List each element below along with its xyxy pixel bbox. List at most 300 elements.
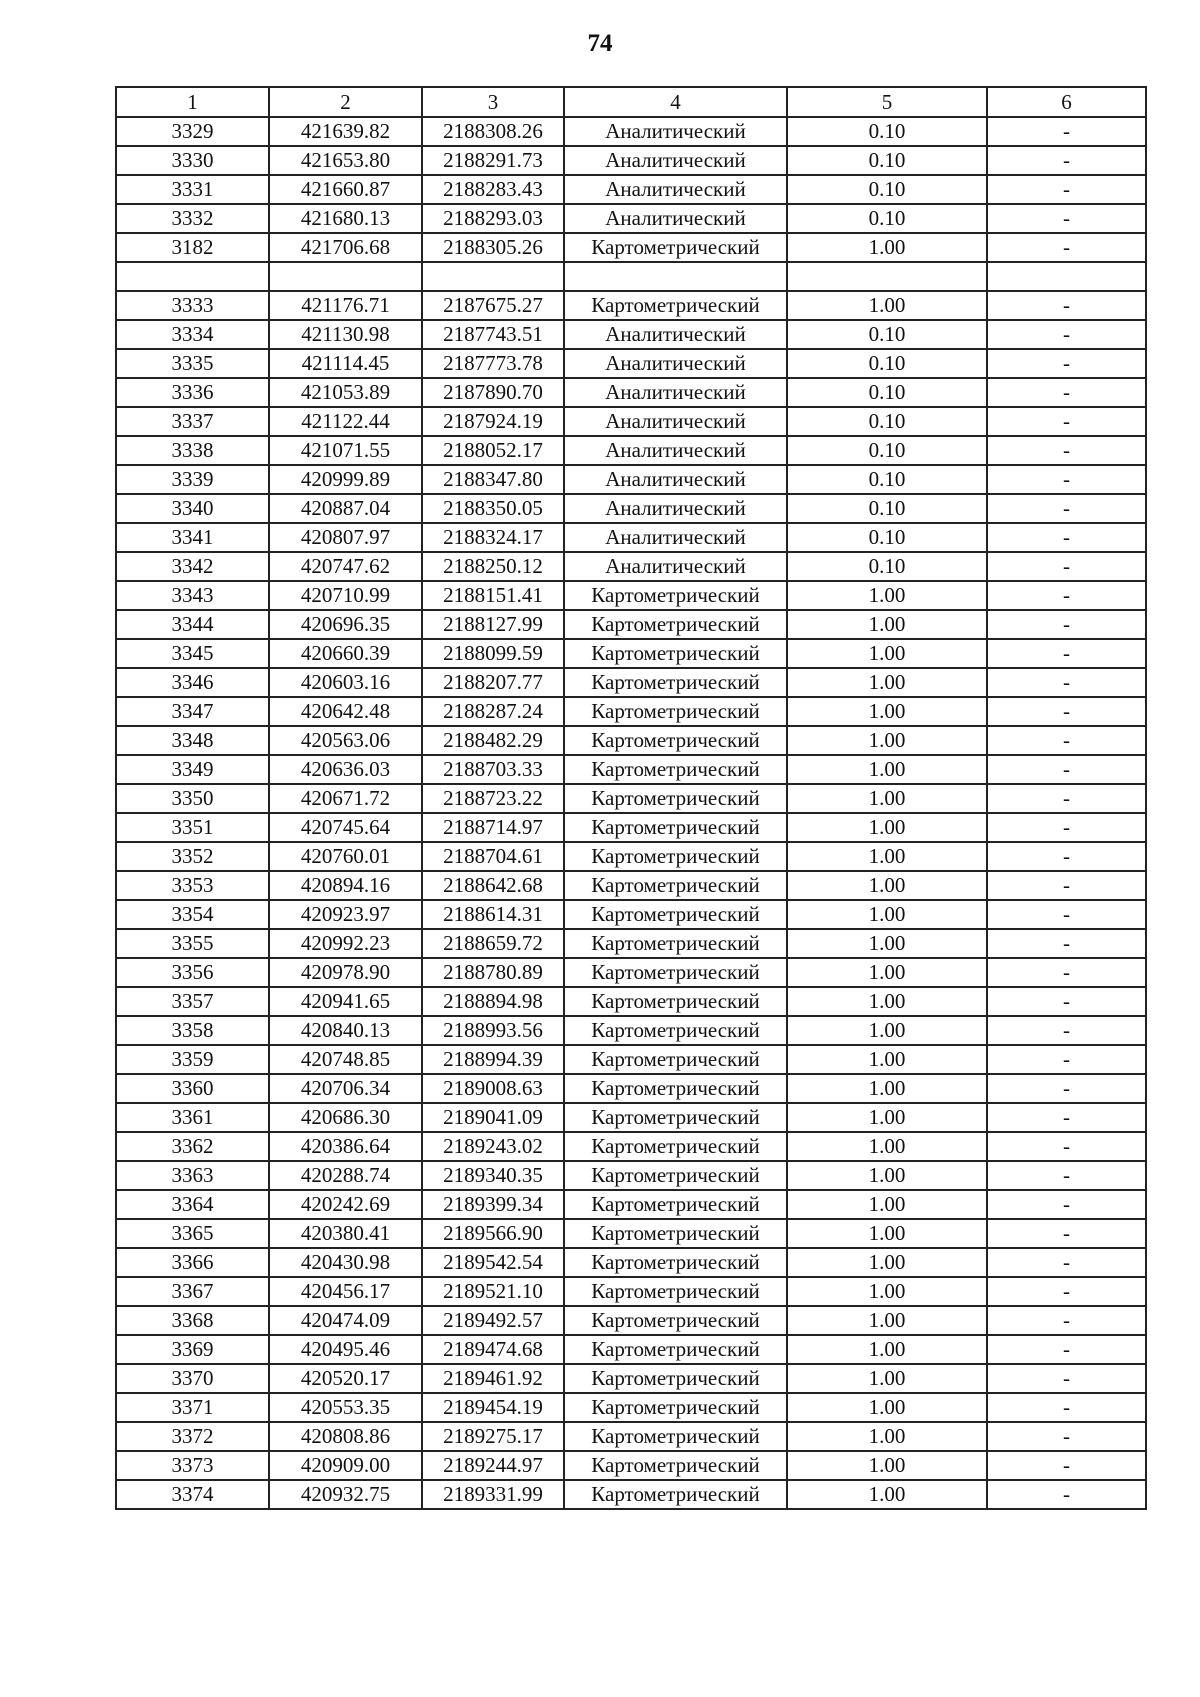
table-cell: Картометрический bbox=[564, 900, 787, 929]
table-cell: - bbox=[987, 1074, 1146, 1103]
table-cell: 420894.16 bbox=[269, 871, 422, 900]
table-cell: 3352 bbox=[116, 842, 269, 871]
table-cell: 3369 bbox=[116, 1335, 269, 1364]
table-cell: Картометрический bbox=[564, 1190, 787, 1219]
table-cell: 1.00 bbox=[787, 1480, 987, 1509]
table-cell: 420710.99 bbox=[269, 581, 422, 610]
table-row bbox=[116, 1393, 1146, 1422]
table-cell: 2188305.26 bbox=[422, 233, 564, 262]
table-cell: 3365 bbox=[116, 1219, 269, 1248]
column-header: 2 bbox=[269, 87, 422, 117]
table-cell: 1.00 bbox=[787, 1074, 987, 1103]
table-cell bbox=[564, 262, 787, 291]
table-cell: Картометрический bbox=[564, 639, 787, 668]
table-cell: 1.00 bbox=[787, 1161, 987, 1190]
table-cell: 420696.35 bbox=[269, 610, 422, 639]
table-cell: 3372 bbox=[116, 1422, 269, 1451]
table-cell: 421122.44 bbox=[269, 407, 422, 436]
table-row bbox=[116, 1016, 1146, 1045]
table-row bbox=[116, 1190, 1146, 1219]
table-cell: 420456.17 bbox=[269, 1277, 422, 1306]
table-cell: Картометрический bbox=[564, 755, 787, 784]
table-cell: 1.00 bbox=[787, 1016, 987, 1045]
table-cell: 2188780.89 bbox=[422, 958, 564, 987]
table-cell: 1.00 bbox=[787, 291, 987, 320]
table-row bbox=[116, 552, 1146, 581]
table-cell: 2187675.27 bbox=[422, 291, 564, 320]
table-row bbox=[116, 117, 1146, 146]
table-row bbox=[116, 871, 1146, 900]
table-cell: Аналитический bbox=[564, 378, 787, 407]
table-row bbox=[116, 1248, 1146, 1277]
table-cell: - bbox=[987, 1190, 1146, 1219]
table-cell: Картометрический bbox=[564, 1393, 787, 1422]
table-row bbox=[116, 1074, 1146, 1103]
table-cell: Аналитический bbox=[564, 204, 787, 233]
column-header: 5 bbox=[787, 87, 987, 117]
table-cell: 2189461.92 bbox=[422, 1364, 564, 1393]
table-cell: 3333 bbox=[116, 291, 269, 320]
table-cell: 2188642.68 bbox=[422, 871, 564, 900]
table-cell: 0.10 bbox=[787, 175, 987, 204]
table-cell: 2188614.31 bbox=[422, 900, 564, 929]
table-cell: 2187924.19 bbox=[422, 407, 564, 436]
table-cell: 0.10 bbox=[787, 552, 987, 581]
table-cell: - bbox=[987, 1306, 1146, 1335]
table-cell bbox=[787, 262, 987, 291]
table-cell: - bbox=[987, 349, 1146, 378]
table-cell: 420745.64 bbox=[269, 813, 422, 842]
table-cell: Аналитический bbox=[564, 146, 787, 175]
table-cell: 421071.55 bbox=[269, 436, 422, 465]
column-header: 6 bbox=[987, 87, 1146, 117]
table-cell: 1.00 bbox=[787, 842, 987, 871]
table-cell: - bbox=[987, 1248, 1146, 1277]
table-cell: 3329 bbox=[116, 117, 269, 146]
table-cell: 420748.85 bbox=[269, 1045, 422, 1074]
table-cell: 3345 bbox=[116, 639, 269, 668]
table-cell: - bbox=[987, 1393, 1146, 1422]
table-cell: 2189399.34 bbox=[422, 1190, 564, 1219]
table-cell: 1.00 bbox=[787, 784, 987, 813]
table-cell: Аналитический bbox=[564, 175, 787, 204]
table-cell: 3331 bbox=[116, 175, 269, 204]
table-cell: - bbox=[987, 639, 1146, 668]
table-cell: 1.00 bbox=[787, 1393, 987, 1422]
table-cell: Картометрический bbox=[564, 842, 787, 871]
table-row bbox=[116, 465, 1146, 494]
table-row bbox=[116, 900, 1146, 929]
table-cell: 3346 bbox=[116, 668, 269, 697]
table-cell: 420430.98 bbox=[269, 1248, 422, 1277]
table-cell: 1.00 bbox=[787, 1277, 987, 1306]
table-cell: Картометрический bbox=[564, 1306, 787, 1335]
table-cell: Картометрический bbox=[564, 610, 787, 639]
table-cell: 2189454.19 bbox=[422, 1393, 564, 1422]
table-cell: 1.00 bbox=[787, 1132, 987, 1161]
table-cell: 0.10 bbox=[787, 204, 987, 233]
table-cell: 2189331.99 bbox=[422, 1480, 564, 1509]
table-cell: 2188308.26 bbox=[422, 117, 564, 146]
table-cell: - bbox=[987, 1480, 1146, 1509]
column-header: 1 bbox=[116, 87, 269, 117]
table-cell: 421706.68 bbox=[269, 233, 422, 262]
table-cell: 1.00 bbox=[787, 929, 987, 958]
table-cell: 3334 bbox=[116, 320, 269, 349]
table-row bbox=[116, 407, 1146, 436]
table-cell: 1.00 bbox=[787, 1422, 987, 1451]
table-cell: 3337 bbox=[116, 407, 269, 436]
table-cell: 420747.62 bbox=[269, 552, 422, 581]
table-row bbox=[116, 958, 1146, 987]
table-cell: 1.00 bbox=[787, 1219, 987, 1248]
table-cell: - bbox=[987, 668, 1146, 697]
table-cell: Аналитический bbox=[564, 349, 787, 378]
table-row bbox=[116, 929, 1146, 958]
table-cell: 0.10 bbox=[787, 146, 987, 175]
table-cell: Аналитический bbox=[564, 494, 787, 523]
table-row bbox=[116, 755, 1146, 784]
table-cell: 2188704.61 bbox=[422, 842, 564, 871]
table-cell: - bbox=[987, 813, 1146, 842]
table-cell: 1.00 bbox=[787, 610, 987, 639]
table-cell: Аналитический bbox=[564, 552, 787, 581]
table-cell: 3339 bbox=[116, 465, 269, 494]
table-row bbox=[116, 320, 1146, 349]
table-row bbox=[116, 842, 1146, 871]
table-cell: 3373 bbox=[116, 1451, 269, 1480]
table-row bbox=[116, 1422, 1146, 1451]
table-cell: 3359 bbox=[116, 1045, 269, 1074]
table-cell: 420999.89 bbox=[269, 465, 422, 494]
table-cell: - bbox=[987, 1103, 1146, 1132]
table-cell: 421053.89 bbox=[269, 378, 422, 407]
table-cell: 3374 bbox=[116, 1480, 269, 1509]
table-cell: 1.00 bbox=[787, 639, 987, 668]
table-cell: - bbox=[987, 494, 1146, 523]
table-cell: 3366 bbox=[116, 1248, 269, 1277]
table-cell: 3368 bbox=[116, 1306, 269, 1335]
coordinates-table bbox=[115, 86, 1147, 1510]
table-row bbox=[116, 610, 1146, 639]
table-cell: Картометрический bbox=[564, 1248, 787, 1277]
table-cell: - bbox=[987, 320, 1146, 349]
table-cell: 1.00 bbox=[787, 1335, 987, 1364]
table-cell: 421680.13 bbox=[269, 204, 422, 233]
table-row bbox=[116, 987, 1146, 1016]
table-cell: Картометрический bbox=[564, 1364, 787, 1393]
table-row bbox=[116, 349, 1146, 378]
table-cell: 2189243.02 bbox=[422, 1132, 564, 1161]
table-cell: 0.10 bbox=[787, 407, 987, 436]
table-cell: - bbox=[987, 1277, 1146, 1306]
table-cell: 3371 bbox=[116, 1393, 269, 1422]
table-cell: - bbox=[987, 784, 1146, 813]
table-cell: 421653.80 bbox=[269, 146, 422, 175]
table-row bbox=[116, 1132, 1146, 1161]
table-cell: 420553.35 bbox=[269, 1393, 422, 1422]
table-cell: - bbox=[987, 465, 1146, 494]
table-cell: 420992.23 bbox=[269, 929, 422, 958]
table-cell bbox=[422, 262, 564, 291]
table-cell: 420520.17 bbox=[269, 1364, 422, 1393]
table-cell: Картометрический bbox=[564, 871, 787, 900]
table-cell: - bbox=[987, 610, 1146, 639]
table-cell: - bbox=[987, 233, 1146, 262]
table-row bbox=[116, 436, 1146, 465]
table-cell: Аналитический bbox=[564, 523, 787, 552]
table-cell: 3364 bbox=[116, 1190, 269, 1219]
table-cell: 0.10 bbox=[787, 523, 987, 552]
table-cell: - bbox=[987, 726, 1146, 755]
table-row bbox=[116, 1045, 1146, 1074]
table-cell: Картометрический bbox=[564, 1103, 787, 1132]
table-cell: 3343 bbox=[116, 581, 269, 610]
table-cell: - bbox=[987, 900, 1146, 929]
table-cell: 2189521.10 bbox=[422, 1277, 564, 1306]
table-cell: 2189566.90 bbox=[422, 1219, 564, 1248]
table-cell: 2188347.80 bbox=[422, 465, 564, 494]
table-row bbox=[116, 1306, 1146, 1335]
table-cell: 3353 bbox=[116, 871, 269, 900]
table-row bbox=[116, 1277, 1146, 1306]
table-cell: - bbox=[987, 436, 1146, 465]
table-cell: - bbox=[987, 1132, 1146, 1161]
table-cell: 0.10 bbox=[787, 436, 987, 465]
table-cell: 420474.09 bbox=[269, 1306, 422, 1335]
table-cell: Картометрический bbox=[564, 581, 787, 610]
table-cell: 420808.86 bbox=[269, 1422, 422, 1451]
table-row bbox=[116, 813, 1146, 842]
table-cell: - bbox=[987, 1335, 1146, 1364]
table-cell: 1.00 bbox=[787, 1248, 987, 1277]
table-row bbox=[116, 378, 1146, 407]
table-cell: 2189275.17 bbox=[422, 1422, 564, 1451]
table-cell: 2188659.72 bbox=[422, 929, 564, 958]
table-cell: 3330 bbox=[116, 146, 269, 175]
table-header-row bbox=[116, 87, 1146, 117]
table-cell: Картометрический bbox=[564, 1132, 787, 1161]
table-cell: 0.10 bbox=[787, 378, 987, 407]
table-cell: 0.10 bbox=[787, 494, 987, 523]
table-cell: Картометрический bbox=[564, 958, 787, 987]
table-cell: - bbox=[987, 581, 1146, 610]
table-cell: Картометрический bbox=[564, 233, 787, 262]
table-cell: 2188714.97 bbox=[422, 813, 564, 842]
table-cell: 3348 bbox=[116, 726, 269, 755]
table-cell: 420660.39 bbox=[269, 639, 422, 668]
table-cell: Картометрический bbox=[564, 1045, 787, 1074]
table-cell: - bbox=[987, 842, 1146, 871]
table-cell: 3358 bbox=[116, 1016, 269, 1045]
table-cell: 3347 bbox=[116, 697, 269, 726]
table-cell: Аналитический bbox=[564, 465, 787, 494]
table-cell: 420706.34 bbox=[269, 1074, 422, 1103]
table-cell: 3355 bbox=[116, 929, 269, 958]
table-cell: 2188127.99 bbox=[422, 610, 564, 639]
table-cell: 2189041.09 bbox=[422, 1103, 564, 1132]
table-cell: 2189474.68 bbox=[422, 1335, 564, 1364]
table-cell: 2188482.29 bbox=[422, 726, 564, 755]
table-cell: 420840.13 bbox=[269, 1016, 422, 1045]
table-cell: Картометрический bbox=[564, 291, 787, 320]
table-cell: 3370 bbox=[116, 1364, 269, 1393]
table-cell: 1.00 bbox=[787, 813, 987, 842]
table-cell: 420923.97 bbox=[269, 900, 422, 929]
table-cell: 420380.41 bbox=[269, 1219, 422, 1248]
table-cell: Картометрический bbox=[564, 1161, 787, 1190]
table-cell: - bbox=[987, 1219, 1146, 1248]
table-cell: - bbox=[987, 552, 1146, 581]
table-cell: 2188151.41 bbox=[422, 581, 564, 610]
table-cell: 2188287.24 bbox=[422, 697, 564, 726]
table-cell: Картометрический bbox=[564, 1277, 787, 1306]
table-cell: - bbox=[987, 378, 1146, 407]
table-row bbox=[116, 1451, 1146, 1480]
table-cell: 1.00 bbox=[787, 726, 987, 755]
table-cell: 2188052.17 bbox=[422, 436, 564, 465]
table-cell: - bbox=[987, 958, 1146, 987]
table-cell: 2188894.98 bbox=[422, 987, 564, 1016]
table-cell: 3344 bbox=[116, 610, 269, 639]
page-number: 74 bbox=[587, 30, 613, 57]
table-cell: 3354 bbox=[116, 900, 269, 929]
table-cell: 420978.90 bbox=[269, 958, 422, 987]
table-cell: 3182 bbox=[116, 233, 269, 262]
table-cell: 420495.46 bbox=[269, 1335, 422, 1364]
table-cell: Картометрический bbox=[564, 987, 787, 1016]
table-cell: 3335 bbox=[116, 349, 269, 378]
table-row bbox=[116, 697, 1146, 726]
table-cell: 2189340.35 bbox=[422, 1161, 564, 1190]
table-cell: 0.10 bbox=[787, 349, 987, 378]
table-cell: 420760.01 bbox=[269, 842, 422, 871]
table-row bbox=[116, 233, 1146, 262]
table-cell bbox=[269, 262, 422, 291]
table-cell: Аналитический bbox=[564, 407, 787, 436]
table-cell: 2188993.56 bbox=[422, 1016, 564, 1045]
table-cell: 3341 bbox=[116, 523, 269, 552]
table-cell: 0.10 bbox=[787, 320, 987, 349]
table-cell: 420642.48 bbox=[269, 697, 422, 726]
table-cell: 1.00 bbox=[787, 987, 987, 1016]
table-row bbox=[116, 291, 1146, 320]
table-row bbox=[116, 784, 1146, 813]
column-header: 3 bbox=[422, 87, 564, 117]
table-cell: - bbox=[987, 755, 1146, 784]
table-cell: Картометрический bbox=[564, 929, 787, 958]
table-cell: 1.00 bbox=[787, 1045, 987, 1074]
table-row bbox=[116, 1480, 1146, 1509]
table-cell: 1.00 bbox=[787, 581, 987, 610]
table-cell: 2189492.57 bbox=[422, 1306, 564, 1335]
table-cell: 2188994.39 bbox=[422, 1045, 564, 1074]
table-cell: Картометрический bbox=[564, 813, 787, 842]
table-row bbox=[116, 204, 1146, 233]
table-cell: - bbox=[987, 1016, 1146, 1045]
table-cell: 2187743.51 bbox=[422, 320, 564, 349]
table-cell: 1.00 bbox=[787, 1306, 987, 1335]
table-cell: 3336 bbox=[116, 378, 269, 407]
table-cell: 3340 bbox=[116, 494, 269, 523]
table-row bbox=[116, 668, 1146, 697]
table-cell: 1.00 bbox=[787, 1364, 987, 1393]
table-cell: 420563.06 bbox=[269, 726, 422, 755]
table-cell: 3351 bbox=[116, 813, 269, 842]
table-cell: Картометрический bbox=[564, 726, 787, 755]
table-cell: Аналитический bbox=[564, 117, 787, 146]
table-cell: 1.00 bbox=[787, 1103, 987, 1132]
table-row bbox=[116, 1219, 1146, 1248]
table-cell: 0.10 bbox=[787, 117, 987, 146]
table-cell: Картометрический bbox=[564, 1422, 787, 1451]
table-cell: 3349 bbox=[116, 755, 269, 784]
table-cell: - bbox=[987, 523, 1146, 552]
table-cell: 1.00 bbox=[787, 900, 987, 929]
table-cell: Картометрический bbox=[564, 697, 787, 726]
table-row bbox=[116, 175, 1146, 204]
column-header: 4 bbox=[564, 87, 787, 117]
table-row bbox=[116, 726, 1146, 755]
table-cell: 2189244.97 bbox=[422, 1451, 564, 1480]
table-cell: 1.00 bbox=[787, 958, 987, 987]
table-cell: 2188723.22 bbox=[422, 784, 564, 813]
table-cell: 420671.72 bbox=[269, 784, 422, 813]
table-cell: 3361 bbox=[116, 1103, 269, 1132]
table-cell: 2189008.63 bbox=[422, 1074, 564, 1103]
table-row bbox=[116, 581, 1146, 610]
table-cell: Картометрический bbox=[564, 1480, 787, 1509]
table-cell: - bbox=[987, 1422, 1146, 1451]
table-cell: 2188250.12 bbox=[422, 552, 564, 581]
table-cell: 3350 bbox=[116, 784, 269, 813]
table-cell: Картометрический bbox=[564, 1335, 787, 1364]
table-row bbox=[116, 494, 1146, 523]
table-row bbox=[116, 1103, 1146, 1132]
table-cell: 420941.65 bbox=[269, 987, 422, 1016]
table-cell: 2188293.03 bbox=[422, 204, 564, 233]
table-cell: 420603.16 bbox=[269, 668, 422, 697]
table-cell: 1.00 bbox=[787, 755, 987, 784]
table-cell: - bbox=[987, 1451, 1146, 1480]
table-cell: - bbox=[987, 175, 1146, 204]
table-cell: 421114.45 bbox=[269, 349, 422, 378]
table-cell: 420887.04 bbox=[269, 494, 422, 523]
table-cell: - bbox=[987, 1045, 1146, 1074]
table-cell: 1.00 bbox=[787, 871, 987, 900]
table-cell: 1.00 bbox=[787, 233, 987, 262]
table-cell: 2188350.05 bbox=[422, 494, 564, 523]
table-cell: - bbox=[987, 1161, 1146, 1190]
table-cell: 1.00 bbox=[787, 1190, 987, 1219]
table-cell: 2188207.77 bbox=[422, 668, 564, 697]
table-cell: 3367 bbox=[116, 1277, 269, 1306]
table-cell: - bbox=[987, 929, 1146, 958]
table-row bbox=[116, 639, 1146, 668]
table-cell: 420386.64 bbox=[269, 1132, 422, 1161]
table-cell: 421660.87 bbox=[269, 175, 422, 204]
table-cell: 2187890.70 bbox=[422, 378, 564, 407]
table-cell: 420909.00 bbox=[269, 1451, 422, 1480]
table-cell: Картометрический bbox=[564, 668, 787, 697]
table-cell: - bbox=[987, 117, 1146, 146]
table-cell: 3356 bbox=[116, 958, 269, 987]
table-cell: 2188291.73 bbox=[422, 146, 564, 175]
table-cell: 420932.75 bbox=[269, 1480, 422, 1509]
table-cell: 2188703.33 bbox=[422, 755, 564, 784]
table-cell: - bbox=[987, 146, 1146, 175]
table-cell: 1.00 bbox=[787, 697, 987, 726]
